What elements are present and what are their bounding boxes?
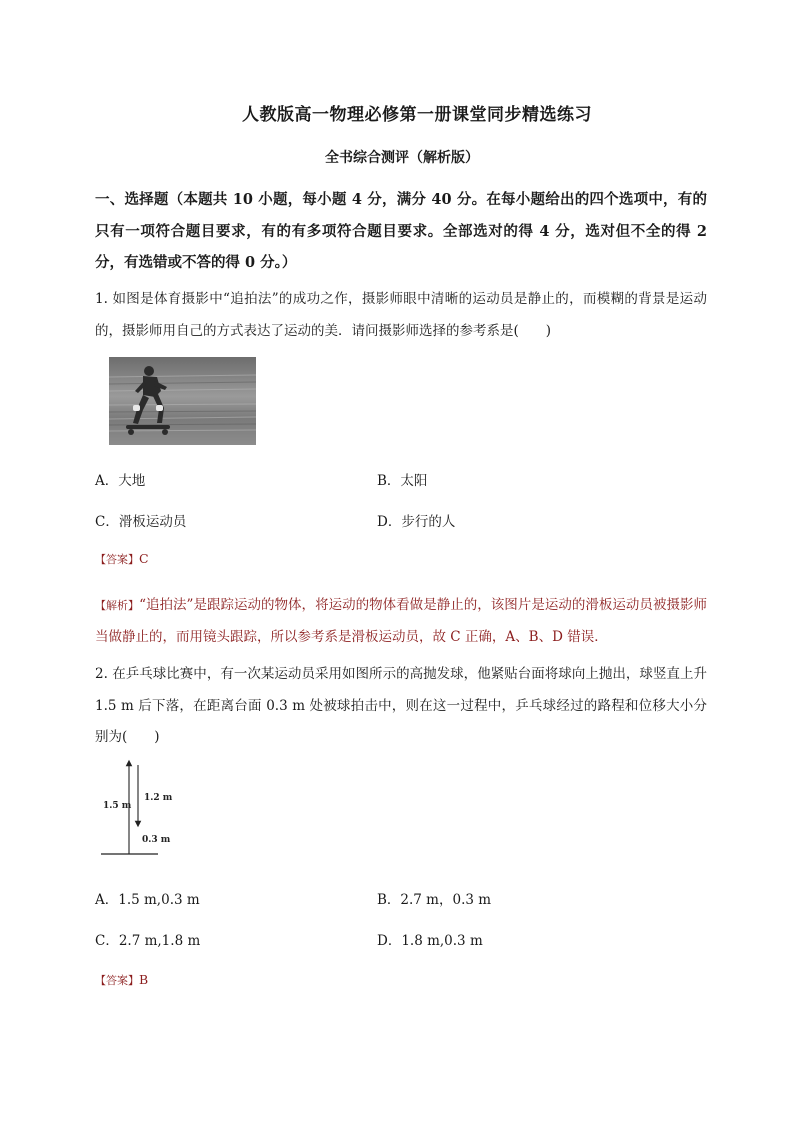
- label-bottom: 0.3 m: [142, 835, 171, 845]
- answer-value: C: [139, 551, 149, 566]
- q1-option-a: A．大地: [95, 473, 146, 489]
- analysis-text: “追拍法”是跟踪运动的物体，将运动的物体看做是静止的，该图片是运动的滑板运动员被摄影师当做静止的，而用镜头跟踪，所以参考系是滑板运动员，故 C 正确，A、B、D 错误．: [95, 597, 707, 645]
- q1-analysis: [95, 590, 707, 653]
- label-up: 1.5 m: [103, 801, 132, 811]
- answer-value: B: [139, 972, 149, 987]
- answer-tag: 【答案】: [95, 553, 139, 566]
- q1-answer: [95, 551, 149, 567]
- label-down: 1.2 m: [144, 793, 173, 803]
- skateboarder-photo: [109, 357, 256, 445]
- q2-option-c: C．2.7 m,1.8 m: [95, 933, 201, 949]
- question-2-stem: 2. 在乒乓球比赛中，有一次某运动员采用如图所示的高抛发球，他紧贴台面将球向上抛出，球竖直上升 1.5 m 后下落，在距离台面 0.3 m 处被球拍击中，则在这一过程中，乒乓球经过的路程和位移大小分别为( ): [95, 666, 707, 745]
- q2-answer: [95, 972, 148, 988]
- q2-option-a: A．1.5 m,0.3 m: [95, 892, 200, 908]
- q2-option-d: D．1.8 m,0.3 m: [377, 933, 483, 949]
- q1-option-c: C．滑板运动员: [95, 514, 187, 530]
- question-1-stem: 1. 如图是体育摄影中“追拍法”的成功之作，摄影师眼中清晰的运动员是静止的，而模糊的背景是运动的，摄影师用自己的方式表达了运动的美．请问摄影师选择的参考系是( ): [95, 291, 707, 339]
- q1-option-b: B．太阳: [377, 473, 428, 489]
- page-title: 人教版高一物理必修第一册课堂同步精选练习: [242, 105, 592, 125]
- ball-path-diagram: [95, 757, 205, 859]
- answer-tag: 【答案】: [95, 974, 139, 987]
- q1-option-d: D．步行的人: [377, 514, 456, 530]
- q2-option-b: B．2.7 m，0.3 m: [377, 892, 492, 908]
- analysis-tag: 【解析】: [95, 599, 140, 612]
- section-heading: 一、选择题（本题共 10 小题，每小题 4 分，满分 40 分。在每小题给出的四个选项中，有的只有一项符合题目要求，有的有多项符合题目要求。全部选对的得 4 分，选对但不全的得 2 分，有选错或不答的得 0 分。）: [95, 191, 707, 271]
- page-subtitle: 全书综合测评（解析版）: [325, 150, 479, 166]
